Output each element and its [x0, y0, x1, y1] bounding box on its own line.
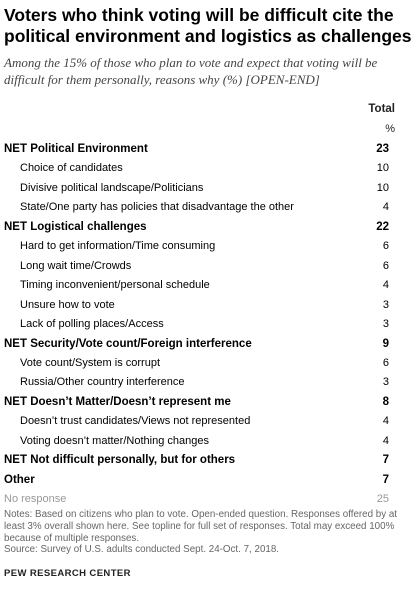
row-value: 9 [382, 337, 389, 350]
table-row [4, 237, 389, 256]
row-value: 23 [376, 143, 389, 155]
row-value: 3 [382, 298, 389, 311]
table-row-net [4, 471, 389, 490]
row-label: Long wait time/Crowds [20, 259, 132, 272]
row-label: Lack of polling places/Access [20, 318, 164, 330]
table-row [4, 354, 389, 373]
notes-block [4, 509, 416, 556]
table-row [4, 315, 389, 334]
table-row [4, 159, 389, 178]
row-label: Russia/Other country interference [20, 376, 185, 389]
row-value: 4 [382, 434, 389, 447]
row-value: 4 [382, 415, 389, 428]
table-row-net [4, 393, 389, 412]
row-value: 4 [382, 201, 389, 214]
row-value: 7 [382, 473, 389, 486]
table-row-net [4, 335, 389, 354]
notes-text: Notes: Based on citizens who plan to vote. Open-ended question. Responses offered by at least 3% overall shown here. See topline for full set of responses. Total may exceed 100% because of multiple responses. [4, 509, 398, 544]
table-row [4, 257, 389, 276]
row-value: 8 [382, 395, 389, 408]
row-value: 3 [382, 376, 389, 389]
source-text: Source: Survey of U.S. adults conducted Sept. 24-Oct. 7, 2018. [4, 544, 280, 556]
table-row [4, 296, 389, 315]
row-label: State/One party has policies that disadvantage the other [20, 201, 294, 214]
row-label: Choice of candidates [20, 162, 123, 175]
chart-subtitle: Among the 15% of those who plan to vote and expect that voting will be difficult for them personally, reasons why (%) [OPEN-END] [4, 55, 378, 87]
column-header-total: Total [368, 103, 395, 115]
table-row-net [4, 140, 389, 159]
chart-title: Voters who think voting will be difficult cite the political environment and logistics as challenges [4, 5, 412, 46]
row-value: 22 [376, 220, 389, 233]
row-value: 6 [382, 356, 389, 369]
row-label: Hard to get information/Time consuming [20, 240, 216, 253]
table-row [4, 276, 389, 295]
row-label: NET Security/Vote count/Foreign interference [4, 337, 252, 350]
row-value: 6 [382, 259, 389, 272]
row-value: 6 [382, 240, 389, 253]
brand-label: PEW RESEARCH CENTER [4, 568, 131, 579]
row-label: Vote count/System is corrupt [20, 356, 161, 369]
row-label: NET Political Environment [4, 143, 148, 155]
table-row [4, 373, 389, 392]
row-label: No response [4, 493, 67, 506]
table-row-no-response [4, 490, 389, 509]
row-label: NET Doesn’t Matter/Doesn’t represent me [4, 395, 231, 408]
row-label: Divisive political landscape/Politicians [20, 181, 204, 194]
table-row [4, 432, 389, 451]
row-value: 10 [376, 162, 389, 175]
row-label: NET Logistical challenges [4, 220, 147, 233]
row-value: 25 [376, 493, 389, 506]
row-label: Timing inconvenient/personal schedule [20, 279, 210, 292]
table-row [4, 179, 389, 198]
row-label: Voting doesn’t matter/Nothing changes [20, 434, 209, 447]
table-row [4, 412, 389, 431]
row-label: Unsure how to vote [20, 298, 115, 311]
table-row-net [4, 451, 389, 470]
column-unit: % [385, 123, 395, 135]
row-value: 4 [382, 279, 389, 292]
table-row-net [4, 218, 389, 237]
table-row [4, 198, 389, 217]
row-label: NET Not difficult personally, but for others [4, 454, 236, 467]
row-value: 7 [382, 454, 389, 467]
row-value: 3 [382, 318, 389, 330]
row-label: Doesn’t trust candidates/Views not represented [20, 415, 251, 428]
row-label: Other [4, 473, 35, 486]
row-value: 10 [376, 181, 389, 194]
